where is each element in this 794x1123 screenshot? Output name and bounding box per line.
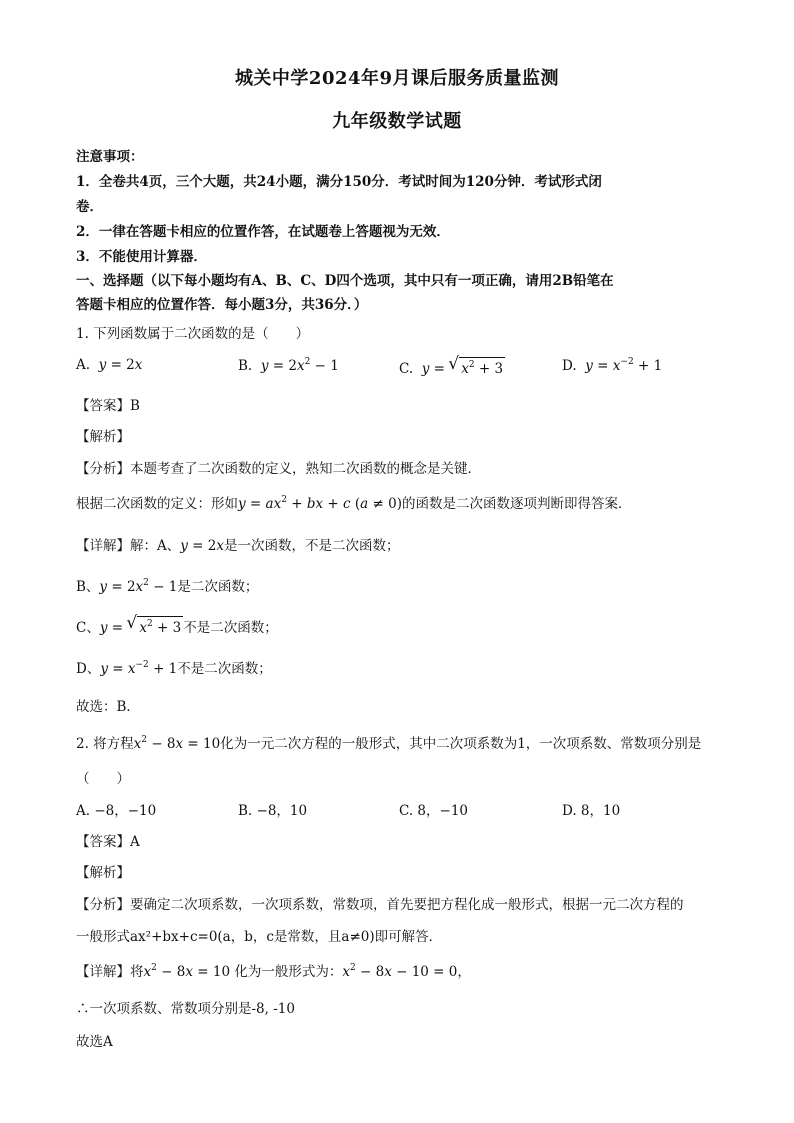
page-title: 城关中学2024年9月课后服务质量监测 xyxy=(234,68,560,89)
q2-option-b: B. −8，10 xyxy=(238,803,308,819)
q2-stem: 2. 将方程$x^2 - 8x = 10$化为一元二次方程的一般形式，其中二次项系数为1，一次项系数、常数项分别是 xyxy=(76,735,702,752)
q1-detail-a: 【详解】解：A、y = 2x是一次函数，不是二次函数； xyxy=(76,538,400,554)
q2-conclusion: ∴一次项系数、常数项分别是-8, -10 xyxy=(76,1001,295,1017)
q1-definition: 根据二次函数的定义：形如$y = ax^2$ + bx + c (a ≠ 0)的函数是二次函数逐项判断即得答案． xyxy=(76,495,632,512)
q2-choose: 故选A xyxy=(76,1034,113,1050)
q2-detail: 【详解】将$x^2 - 8x = 10$ 化为一般形式为：$x^2 - 8x - 10 = 0$， xyxy=(76,963,471,980)
q2-option-d: D. 8，10 xyxy=(562,803,621,819)
section-heading-cont: 答题卡相应的位置作答．每小题3分，共36分．） xyxy=(76,297,368,313)
q1-stem: 1. 下列函数属于二次函数的是（ ） xyxy=(76,326,310,342)
q1-option-b: B. $y = 2x^2 - 1$ xyxy=(238,357,339,374)
section-heading: 一、选择题（以下每小题均有A、B、C、D四个选项，其中只有一项正确，请用2B铅笔在 xyxy=(76,273,614,289)
q1-detail-d: D、$y = x^{-2} + 1$不是二次函数； xyxy=(76,660,272,677)
q1-answer: 【答案】B xyxy=(76,398,140,414)
notice-item-2: 2．一律在答题卡相应的位置作答，在试题卷上答题视为无效． xyxy=(76,224,450,240)
notice-heading: 注意事项： xyxy=(76,149,144,165)
q1-option-a: A. y = 2x xyxy=(76,357,143,373)
q2-fenxi-cont: 一般形式ax²+bx+c=0(a，b，c是常数，且a≠0)即可解答． xyxy=(76,929,443,945)
page-subtitle: 九年级数学试题 xyxy=(332,111,462,132)
notice-item-3: 3．不能使用计算器． xyxy=(76,249,207,265)
q1-option-c: C. y = √ $x^2 + 3$ xyxy=(399,357,505,377)
q1-analysis-label: 【解析】 xyxy=(76,429,130,445)
q2-paren: （ ） xyxy=(76,771,130,787)
q1-detail-b: B、$y = 2x^2 - 1$是二次函数； xyxy=(76,578,259,595)
q2-option-c: C. 8，−10 xyxy=(399,803,469,819)
q1-choose: 故选：B． xyxy=(76,699,140,715)
q1-fenxi: 【分析】本题考查了二次函数的定义，熟知二次函数的概念是关键． xyxy=(76,461,481,477)
q2-option-a: A. −8，−10 xyxy=(76,803,157,819)
q1-option-d: D. $y = x^{-2} + 1$ xyxy=(562,357,663,374)
notice-item-1-cont: 卷． xyxy=(76,199,103,215)
q2-analysis-label: 【解析】 xyxy=(76,865,130,881)
q2-fenxi: 【分析】要确定二次项系数，一次项系数，常数项，首先要把方程化成一般形式，根据一元二次方程的 xyxy=(76,897,684,913)
q1-detail-c: C、y = √ $x^2 + 3$ 不是二次函数； xyxy=(76,616,736,636)
q2-answer: 【答案】A xyxy=(76,834,140,850)
notice-item-1: 1．全卷共4页，三个大题，共24小题，满分150分．考试时间为120分钟．考试形式闭 xyxy=(76,174,602,190)
